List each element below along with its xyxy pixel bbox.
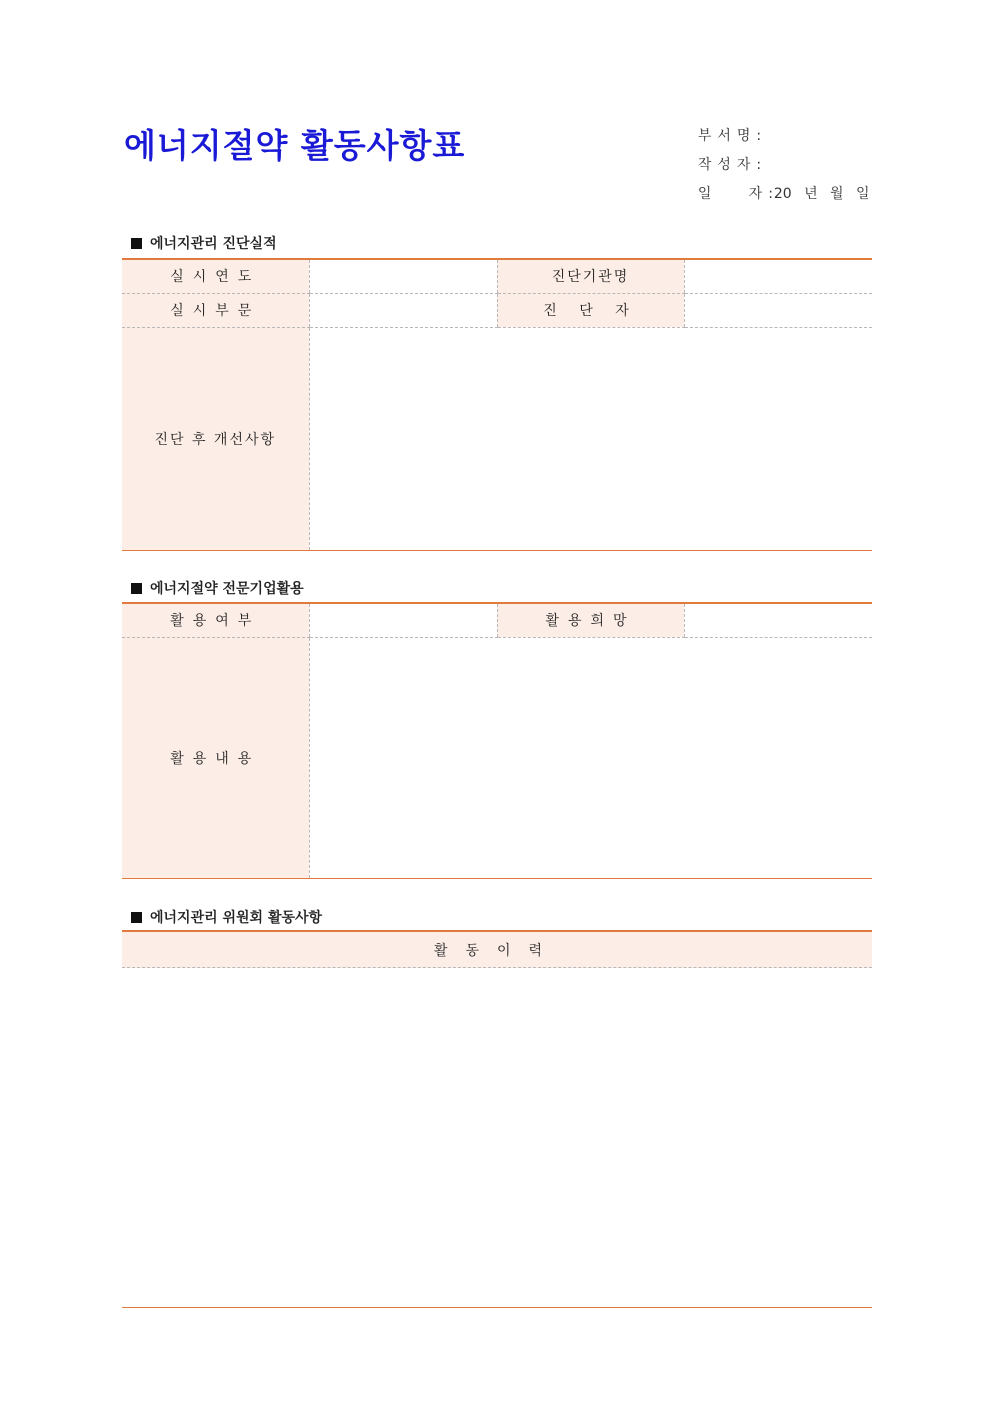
document-meta	[680, 103, 870, 202]
square-bullet-icon	[131, 583, 142, 594]
section-esco-title	[131, 578, 304, 598]
square-bullet-icon	[131, 912, 142, 923]
usage-field[interactable]	[309, 603, 497, 637]
diagnoser-field[interactable]	[684, 293, 872, 327]
diagnosis-table	[122, 258, 872, 551]
diagnoser-label: 진 단 자	[497, 293, 684, 327]
section-diagnosis-label: 에너지관리 진단실적	[150, 236, 277, 252]
agency-field[interactable]	[684, 259, 872, 293]
author-label: 작성자:	[697, 157, 768, 173]
year-label: 실시연도	[122, 259, 309, 293]
section-committee-label: 에너지관리 위원회 활동사항	[150, 910, 323, 926]
year-field[interactable]	[309, 259, 497, 293]
improvements-label: 진단 후 개선사항	[122, 327, 309, 550]
section-esco-label: 에너지절약 전문기업활용	[150, 581, 304, 597]
page-title: 에너지절약 활동사항표	[124, 126, 466, 165]
esco-table	[122, 602, 872, 879]
wish-field[interactable]	[684, 603, 872, 637]
committee-table	[122, 930, 872, 968]
usage-label: 활용여부	[122, 603, 309, 637]
content-label: 활용내용	[122, 637, 309, 878]
dept-row	[680, 103, 870, 144]
agency-label: 진단기관명	[497, 259, 684, 293]
improvements-field[interactable]	[309, 327, 872, 550]
square-bullet-icon	[131, 238, 142, 249]
content-field[interactable]	[309, 637, 872, 878]
dept-section-label: 실시부문	[122, 293, 309, 327]
dept-label: 부서명:	[697, 128, 768, 144]
date-value: 20 년 월 일	[773, 186, 870, 202]
section-committee-title	[131, 907, 322, 927]
section-diagnosis-title	[131, 233, 277, 253]
history-header: 활동이력	[122, 931, 872, 968]
dept-section-field[interactable]	[309, 293, 497, 327]
date-label: 일 자:	[697, 186, 779, 202]
wish-label: 활용희망	[497, 603, 684, 637]
footer-divider	[122, 1307, 872, 1308]
